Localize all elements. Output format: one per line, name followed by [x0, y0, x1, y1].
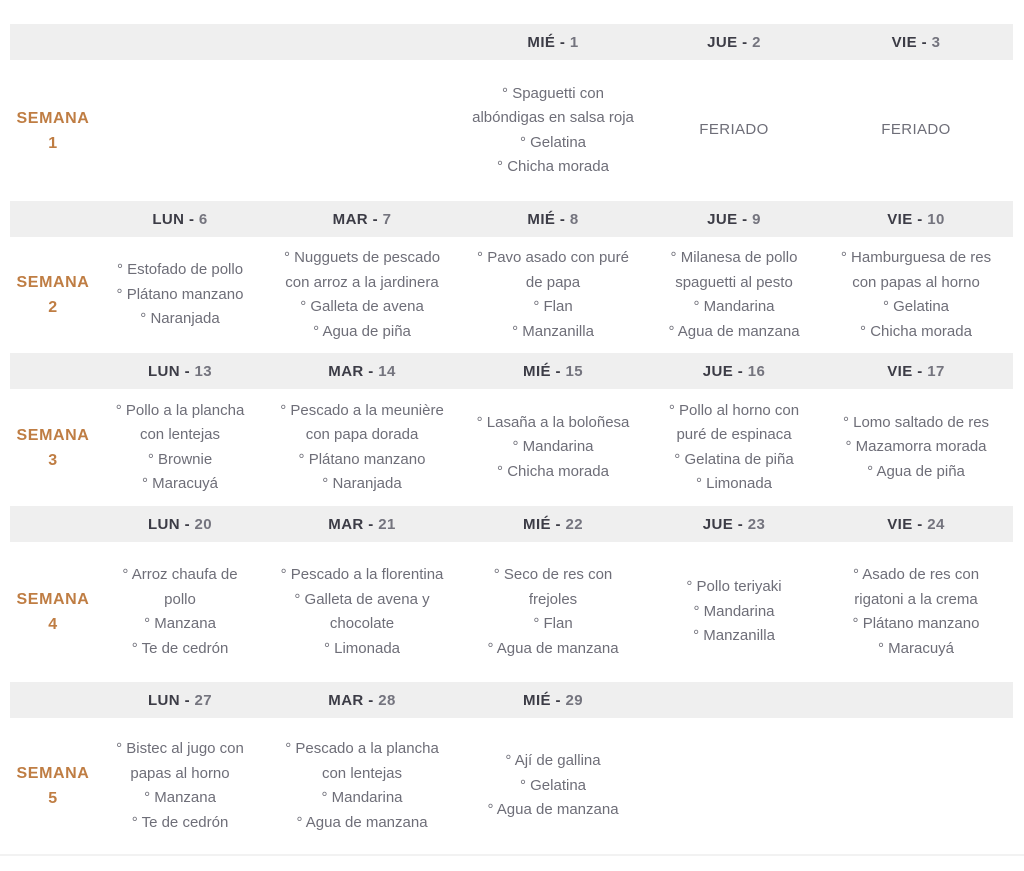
week-label: SEMANA [16, 426, 90, 444]
meal-item: ° Agua de manzana [487, 801, 619, 819]
day-menu-cell [822, 110, 1010, 151]
week-number: 1 [48, 134, 58, 152]
day-header-cell: MAR - 21 [328, 515, 396, 533]
day-menu-cell [646, 110, 822, 151]
day-header-label: VIE [887, 362, 913, 380]
meal-item: ° Plátano manzano [116, 285, 244, 303]
day-menu-cell [264, 729, 460, 843]
meal-item: ° Seco de res con frejoles [493, 566, 613, 608]
week-header-row [10, 506, 1013, 542]
week-block [10, 201, 1013, 353]
week-content-row [10, 237, 1013, 353]
week-number: 5 [48, 790, 58, 807]
day-header-label: VIE [891, 33, 918, 51]
meal-item: ° Plátano manzano [298, 450, 426, 468]
week-number: 4 [48, 616, 58, 633]
week-header-row [10, 353, 1013, 389]
meal-item: ° Pescado a la plancha con lentejas [285, 740, 439, 782]
holiday-note: FERIADO [699, 121, 769, 139]
day-header-label: VIE [887, 515, 913, 533]
meal-item: ° Nugguets de pescado con arroz a la jardinera [283, 249, 441, 291]
day-menu-cell [822, 403, 1010, 493]
week-header-row [10, 24, 1013, 60]
day-header-label: JUE [702, 515, 734, 533]
meal-item: ° Gelatina [519, 133, 587, 151]
day-header-number: 17 [927, 362, 945, 380]
week-label: SEMANA [16, 109, 90, 127]
day-header-label: LUN [147, 515, 180, 533]
day-menu-cell [96, 729, 264, 843]
week-header-row [10, 201, 1013, 237]
meal-item: ° Pollo teriyaki [686, 578, 782, 596]
day-header-number: 24 [927, 515, 945, 533]
meal-item: ° Milanesa de pollo spaguetti al pesto [670, 249, 798, 291]
meal-item: ° Lasaña a la boloñesa [476, 413, 630, 431]
day-header-label: LUN [147, 362, 180, 380]
day-header-label: MAR [328, 515, 364, 533]
meal-item: ° Estofado de pollo [116, 261, 244, 279]
day-header-number: 2 [752, 33, 761, 51]
meal-item: ° Agua de manzana [668, 322, 800, 340]
day-header-number: 6 [198, 210, 208, 228]
day-header-number: 10 [927, 210, 945, 228]
meal-item: ° Pescado a la florentina [280, 566, 444, 583]
day-menu-cell [264, 238, 460, 352]
day-header-cell: MAR - 14 [328, 362, 396, 380]
meal-item: ° Plátano manzano [852, 615, 980, 632]
meal-item: ° Mandarina [693, 602, 775, 620]
day-header-cell: JUE - 16 [702, 362, 766, 380]
day-header-label: LUN [152, 210, 185, 228]
week-label-cell [10, 761, 96, 811]
day-menu-cell [460, 403, 646, 493]
day-header-number: 15 [565, 362, 583, 380]
day-menu-cell [646, 778, 822, 794]
holiday-note: FERIADO [881, 121, 951, 139]
day-header-number: 1 [569, 33, 579, 51]
meal-item: ° Manzanilla [512, 322, 594, 340]
meal-item: ° Limonada [695, 475, 773, 492]
day-header-number: 7 [382, 210, 392, 228]
meal-item: ° Agua de piña [313, 322, 411, 340]
meal-item: ° Brownie [147, 450, 213, 468]
meal-item: ° Hamburguesa de res con papas al horno [840, 249, 992, 291]
day-menu-cell [264, 391, 460, 505]
day-header-number: 14 [378, 362, 396, 380]
week-content-row [10, 542, 1013, 682]
week-block [10, 24, 1013, 201]
meal-item: ° Ají de gallina [505, 752, 601, 770]
meal-item: ° Naranjada [322, 475, 402, 492]
week-block [10, 506, 1013, 682]
meal-item: ° Pollo al horno con puré de espinaca [668, 401, 800, 443]
meal-item: ° Gelatina de piña [674, 450, 794, 468]
day-header-label: VIE [887, 210, 913, 228]
day-header-cell: VIE - 10 [887, 210, 945, 228]
day-header-label: MIÉ [527, 210, 556, 228]
day-header-number: 23 [747, 515, 766, 533]
meal-item: ° Mandarina [512, 438, 594, 456]
meal-item: ° Agua de manzana [487, 639, 619, 657]
day-header-number: 22 [565, 515, 583, 533]
day-header-cell: LUN - 13 [147, 362, 213, 380]
day-header-cell: VIE - 17 [887, 362, 945, 380]
day-header-cell: MAR - 7 [332, 210, 392, 228]
day-header-number: 21 [378, 515, 396, 533]
day-menu-cell [96, 391, 264, 505]
meal-item: ° Pollo a la plancha con lentejas [115, 401, 245, 443]
day-menu-cell [822, 555, 1010, 669]
day-menu-cell [264, 555, 460, 669]
meal-item: ° Mandarina [693, 298, 775, 315]
day-menu-cell [460, 741, 646, 831]
day-menu-cell [460, 74, 646, 188]
week-label-cell [10, 106, 96, 156]
day-header-label: JUE [702, 362, 734, 380]
day-menu-cell [96, 123, 264, 139]
day-header-label: MIÉ [523, 691, 551, 709]
day-menu-cell [822, 238, 1010, 352]
day-menu-cell [646, 238, 822, 352]
meal-item: ° Agua de piña [867, 462, 965, 480]
day-header-label: MIÉ [523, 515, 551, 533]
day-header-number: 27 [194, 691, 213, 709]
day-header-label: JUE [707, 33, 738, 51]
day-header-cell: MAR - 28 [328, 691, 396, 709]
day-menu-cell [646, 391, 822, 505]
meal-item: ° Gelatina [519, 776, 587, 794]
meal-item: ° Gelatina [882, 298, 950, 315]
day-header-cell: MIÉ - 8 [527, 210, 579, 228]
meal-item: ° Mandarina [321, 789, 403, 806]
meal-item: ° Chicha morada [497, 462, 609, 480]
day-menu-cell [96, 555, 264, 669]
week-content-row [10, 60, 1013, 201]
meal-item: ° Mazamorra morada [845, 438, 987, 456]
day-menu-cell [646, 567, 822, 657]
meal-item: ° Bistec al jugo con papas al horno [116, 740, 244, 782]
day-menu-cell [822, 778, 1010, 794]
week-header-row [10, 682, 1013, 718]
day-header-label: MIÉ [523, 362, 551, 380]
meal-item: ° Manzanilla [693, 627, 775, 645]
week-label-cell [10, 423, 96, 473]
meal-item: ° Galleta de avena y chocolate [294, 590, 430, 632]
meal-item: ° Flan [533, 615, 573, 632]
day-header-label: JUE [707, 210, 738, 228]
meal-item: ° Lomo saltado de res [842, 413, 990, 431]
week-block [10, 682, 1013, 854]
day-header-cell: JUE - 23 [702, 515, 766, 533]
week-block [10, 353, 1013, 506]
meal-item: ° Arroz chaufa de pollo [122, 566, 238, 608]
day-header-cell: MIÉ - 22 [523, 515, 583, 533]
week-content-row [10, 389, 1013, 506]
week-label: SEMANA [16, 591, 90, 608]
day-header-cell: LUN - 27 [147, 691, 213, 709]
day-header-number: 28 [378, 691, 396, 709]
day-menu-cell [264, 123, 460, 139]
meal-item: ° Maracuyá [877, 639, 955, 657]
day-menu-cell [460, 555, 646, 669]
day-menu-cell [460, 238, 646, 352]
week-number: 2 [48, 299, 58, 316]
meal-item: ° Chicha morada [860, 322, 972, 340]
monthly-menu-calendar [10, 24, 1013, 854]
meal-item: ° Pescado a la meunière con papa dorada [280, 401, 444, 443]
day-header-number: 29 [565, 691, 583, 709]
meal-item: ° Manzana [144, 615, 216, 632]
meal-item: ° Manzana [144, 789, 216, 806]
meal-item: ° Pavo asado con puré de papa [477, 249, 629, 291]
day-header-cell: LUN - 20 [147, 515, 213, 533]
day-header-cell: MIÉ - 29 [523, 691, 583, 709]
meal-item: ° Te de cedrón [131, 639, 229, 657]
day-header-number: 3 [931, 33, 941, 51]
week-number: 3 [48, 451, 58, 469]
day-header-label: LUN [147, 691, 180, 709]
week-label-cell [10, 270, 96, 320]
day-header-number: 20 [194, 515, 213, 533]
meal-item: ° Agua de manzana [296, 813, 428, 831]
meal-item: ° Spaguetti con albóndigas en salsa roja [472, 84, 634, 126]
meal-item: ° Flan [533, 298, 573, 315]
meal-item: ° Maracuyá [141, 475, 219, 492]
week-label-cell [10, 587, 96, 637]
day-header-cell: JUE - 2 [707, 33, 761, 51]
day-header-cell: VIE - 3 [891, 33, 941, 51]
week-label: SEMANA [16, 274, 90, 291]
day-menu-cell [96, 250, 264, 340]
day-header-number: 9 [752, 210, 761, 228]
meal-item: ° Te de cedrón [131, 813, 229, 831]
meal-item: ° Naranjada [140, 310, 220, 328]
day-header-label: MAR [328, 691, 364, 709]
day-header-label: MAR [332, 210, 369, 228]
week-content-row [10, 718, 1013, 854]
day-header-number: 16 [747, 362, 766, 380]
day-header-cell: LUN - 6 [152, 210, 208, 228]
day-header-cell: MIÉ - 1 [527, 33, 579, 51]
meal-item: ° Chicha morada [497, 158, 609, 175]
day-header-label: MAR [328, 362, 364, 380]
day-header-label: MIÉ [527, 33, 556, 51]
day-header-cell: VIE - 24 [887, 515, 945, 533]
week-label: SEMANA [16, 765, 90, 782]
bottom-divider [0, 854, 1024, 870]
meal-item: ° Asado de res con rigatoni a la crema [852, 566, 980, 608]
meal-item: ° Galleta de avena [300, 298, 424, 315]
day-header-number: 8 [569, 210, 579, 228]
day-header-cell: MIÉ - 15 [523, 362, 583, 380]
meal-item: ° Limonada [323, 639, 401, 657]
day-header-cell: JUE - 9 [707, 210, 761, 228]
day-header-number: 13 [194, 362, 213, 380]
